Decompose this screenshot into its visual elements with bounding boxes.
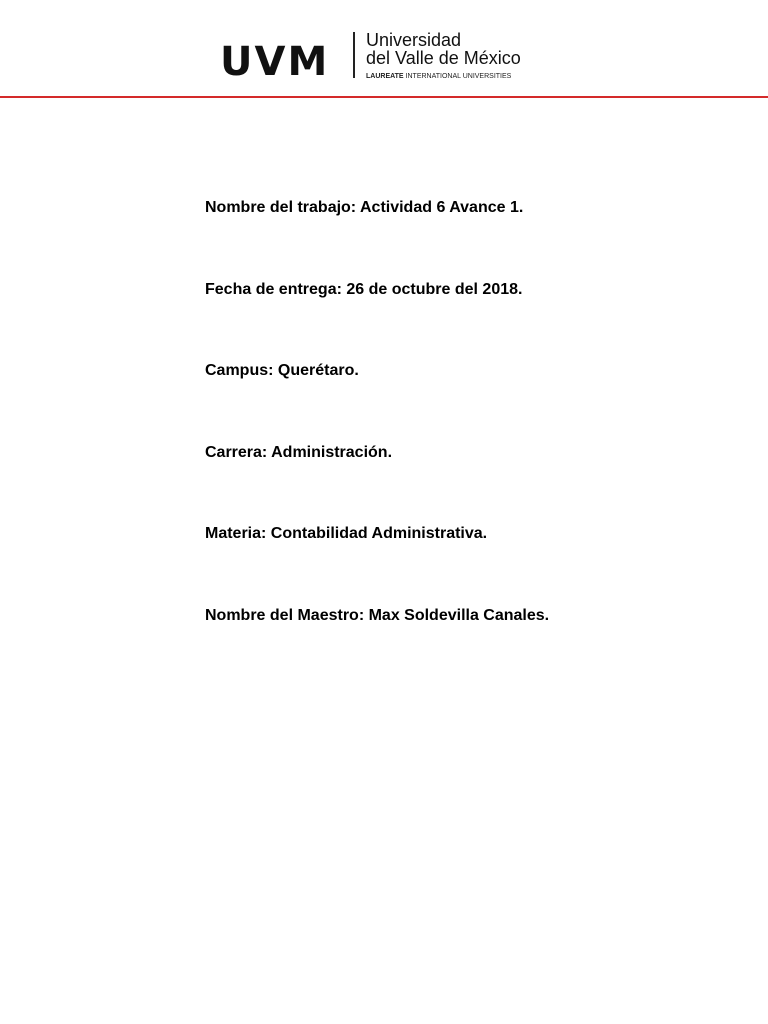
tagline-rest: INTERNATIONAL UNIVERSITIES	[403, 73, 512, 80]
header-rule	[0, 96, 768, 98]
university-logo	[220, 30, 520, 86]
university-name-line-1: Universidad	[366, 30, 462, 50]
logo-divider	[353, 32, 355, 78]
field-due-date: Fecha de entrega: 26 de octubre del 2018.	[205, 280, 523, 298]
logo-tagline	[366, 73, 511, 81]
logo-mark: UVM	[220, 39, 330, 85]
cover-fields	[205, 198, 725, 687]
field-subject: Materia: Contabilidad Administrativa.	[205, 525, 488, 542]
document-header	[0, 0, 768, 100]
university-name-line-2: del Valle de México	[366, 48, 521, 68]
field-teacher: Nombre del Maestro: Max Soldevilla Canales.	[205, 606, 550, 624]
field-work-name: Nombre del trabajo: Actividad 6 Avance 1.	[205, 199, 524, 216]
field-campus: Campus: Querétaro.	[205, 362, 359, 379]
tagline-strong: LAUREATE	[366, 73, 404, 80]
field-degree: Carrera: Administración.	[205, 443, 393, 461]
